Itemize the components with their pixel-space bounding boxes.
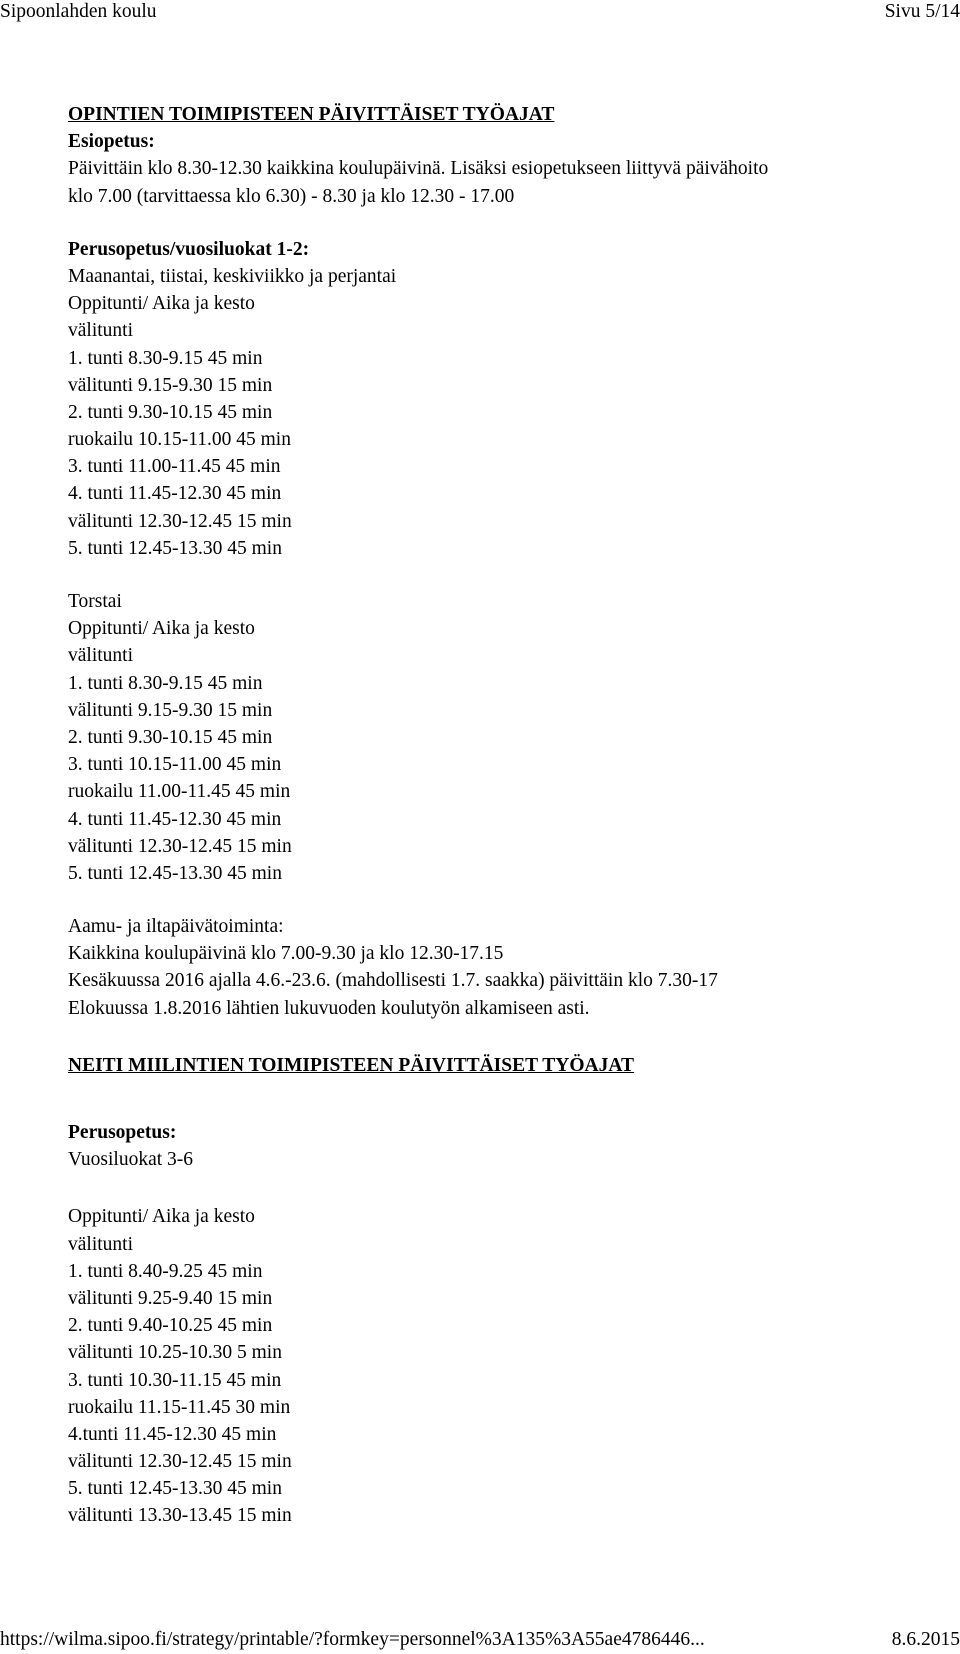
- school-name: Sipoonlahden koulu: [0, 1, 157, 22]
- section-title-neiti-miilintie: NEITI MIILINTIEN TOIMIPISTEEN PÄIVITTÄISET TYÖAJAT: [68, 1054, 635, 1076]
- schedule-item: 3. tunti 10.15-11.00 45 min: [68, 754, 282, 776]
- schedule-item: välitunti 13.30-13.45 15 min: [68, 1505, 292, 1527]
- schedule-item: välitunti 10.25-10.30 5 min: [68, 1342, 282, 1364]
- schedule-item: 3. tunti 11.00-11.45 45 min: [68, 456, 281, 478]
- schedule-item: välitunti 9.25-9.40 15 min: [68, 1287, 273, 1309]
- schedule-item: välitunti 12.30-12.45 15 min: [68, 510, 292, 532]
- basic-education-label-2: Perusopetus:: [68, 1122, 177, 1143]
- table-header-line-2: välitunti: [68, 320, 133, 342]
- schedule-item: 5. tunti 12.45-13.30 45 min: [68, 1478, 282, 1500]
- schedule-list-thursday: [68, 670, 948, 888]
- schedule-item: 1. tunti 8.30-9.15 45 min: [68, 672, 263, 694]
- schedule-item: ruokailu 10.15-11.00 45 min: [68, 429, 291, 451]
- thursday-label: Torstai: [68, 591, 122, 612]
- table-header-line-2: välitunti: [68, 1233, 133, 1255]
- schedule-item: 4. tunti 11.45-12.30 45 min: [68, 808, 282, 830]
- weekdays-label: Maanantai, tiistai, keskiviikko ja perjantai: [68, 265, 397, 287]
- table-header-line-1: Oppitunti/ Aika ja kesto: [68, 1206, 255, 1228]
- schedule-item: 4. tunti 11.45-12.30 45 min: [68, 483, 282, 505]
- activity-line: Elokuussa 1.8.2016 lähtien lukuvuoden koulutyön alkamiseen asti.: [68, 997, 590, 1019]
- page-number: Sivu 5/14: [884, 1, 960, 22]
- table-header-line-1: Oppitunti/ Aika ja kesto: [68, 618, 255, 640]
- schedule-item: 5. tunti 12.45-13.30 45 min: [68, 862, 282, 884]
- activity-label: Aamu- ja iltapäivätoiminta:: [68, 916, 284, 938]
- schedule-item: välitunti 12.30-12.45 15 min: [68, 835, 292, 857]
- schedule-item: välitunti 9.15-9.30 15 min: [68, 374, 273, 396]
- basic-education-label: Perusopetus/vuosiluokat 1-2:: [68, 238, 310, 260]
- activity-line: Kaikkina koulupäivinä klo 7.00-9.30 ja klo 12.30-17.15: [68, 943, 504, 965]
- table-header-line-2: välitunti: [68, 645, 133, 667]
- schedule-item: välitunti 12.30-12.45 15 min: [68, 1451, 292, 1473]
- schedule-item: 1. tunti 8.30-9.15 45 min: [68, 347, 263, 369]
- print-date: 8.6.2015: [891, 1629, 960, 1650]
- schedule-list-grades-3-6: [68, 1258, 948, 1530]
- schedule-item: 2. tunti 9.30-10.15 45 min: [68, 401, 273, 423]
- schedule-item: 2. tunti 9.40-10.25 45 min: [68, 1315, 273, 1337]
- schedule-item: välitunti 9.15-9.30 15 min: [68, 699, 273, 721]
- schedule-item: 4.tunti 11.45-12.30 45 min: [68, 1423, 277, 1445]
- preschool-text-2: klo 7.00 (tarvittaessa klo 6.30) - 8.30 ja klo 12.30 - 17.00: [68, 185, 515, 207]
- preschool-label: Esiopetus:: [68, 131, 155, 153]
- schedule-item: 5. tunti 12.45-13.30 45 min: [68, 537, 282, 559]
- source-url: https://wilma.sipoo.fi/strategy/printable/?formkey=personnel%3A135%3A55ae4786446...: [0, 1629, 705, 1650]
- document-body: [68, 101, 948, 1530]
- grades-label: Vuosiluokat 3-6: [68, 1149, 194, 1171]
- page-footer: [0, 1625, 960, 1654]
- schedule-item: ruokailu 11.15-11.45 30 min: [68, 1396, 291, 1418]
- schedule-item: 3. tunti 10.30-11.15 45 min: [68, 1369, 282, 1391]
- table-header-line-1: Oppitunti/ Aika ja kesto: [68, 293, 255, 315]
- schedule-item: 1. tunti 8.40-9.25 45 min: [68, 1260, 263, 1282]
- preschool-text-1: Päivittäin klo 8.30-12.30 kaikkina koulupäivinä. Lisäksi esiopetukseen liittyvä päivähoito: [68, 158, 769, 180]
- section-title-opintie: OPINTIEN TOIMIPISTEEN PÄIVITTÄISET TYÖAJAT: [68, 104, 555, 125]
- schedule-item: 2. tunti 9.30-10.15 45 min: [68, 726, 273, 748]
- schedule-list-weekdays: [68, 345, 948, 563]
- schedule-item: ruokailu 11.00-11.45 45 min: [68, 781, 291, 803]
- activity-line: Kesäkuussa 2016 ajalla 4.6.-23.6. (mahdollisesti 1.7. saakka) päivittäin klo 7.30-17: [68, 970, 718, 992]
- page-header: [0, 0, 960, 26]
